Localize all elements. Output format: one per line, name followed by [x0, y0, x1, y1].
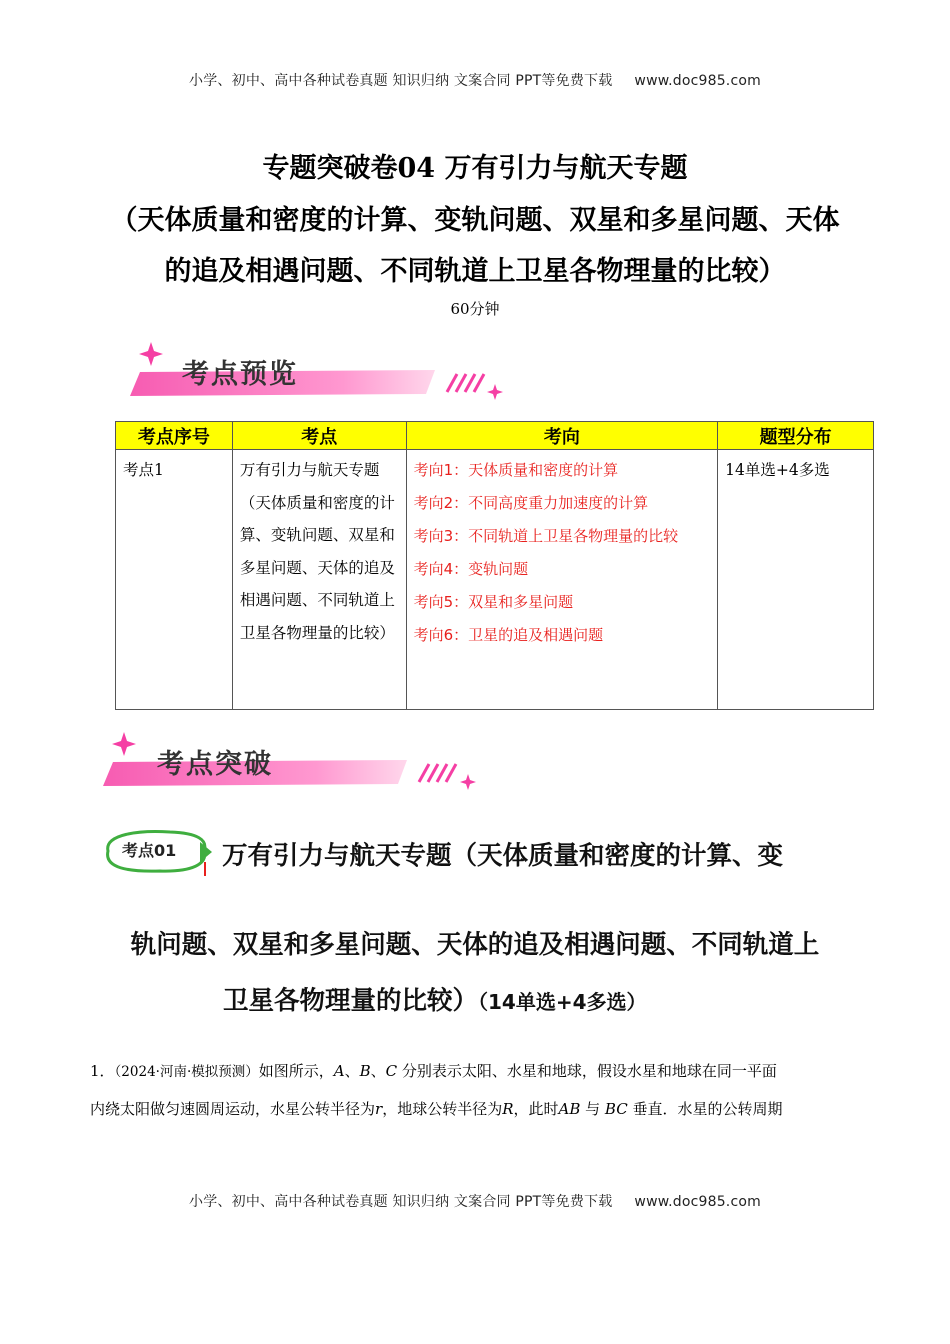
sparkle-icon	[460, 774, 476, 790]
question-text: 、	[344, 1062, 360, 1080]
cell-directions	[406, 450, 718, 710]
banner-breakthrough	[95, 728, 495, 803]
question-source: （2024·河南·模拟预测）	[114, 1064, 259, 1080]
section-badge	[100, 826, 212, 876]
section-title-main: 卫星各物理量的比较）	[223, 986, 479, 1016]
table-header-row	[116, 422, 874, 450]
title-line-3: 的追及相遇问题、不同轨道上卫星各物理量的比较）	[164, 256, 786, 287]
col-header-direction: 考向	[406, 422, 718, 450]
duration: 60分钟	[450, 300, 500, 318]
var-B: B	[359, 1062, 371, 1080]
preview-table	[115, 421, 874, 710]
var-AB: AB	[558, 1100, 581, 1118]
question-text: 垂直．水星的公转周期	[627, 1100, 783, 1118]
banner-preview-label: 考点预览	[182, 359, 298, 390]
question-text: 、	[370, 1062, 386, 1080]
col-header-index: 考点序号	[116, 422, 233, 450]
header-url[interactable]: www.doc985.com	[634, 73, 761, 89]
title-line-2: （天体质量和密度的计算、变轨问题、双星和多星问题、天体	[110, 205, 840, 236]
section-title-line-3	[223, 971, 823, 1031]
question-number: 1．	[90, 1062, 115, 1080]
sparkle-icon	[112, 732, 136, 756]
question-text: 分别表示太阳、水星和地球，假设水星和地球在同一平面	[397, 1062, 777, 1080]
var-R: R	[502, 1100, 514, 1118]
sparkle-icon	[139, 342, 163, 366]
direction-item: 考向2：不同高度重力加速度的计算	[413, 494, 649, 512]
question-text: 内绕太阳做匀速圆周运动，水星公转半径为	[90, 1100, 376, 1118]
cell-distribution: 14单选+4多选	[718, 450, 874, 710]
question-text: ，此时	[513, 1100, 559, 1118]
question-1-line-1	[90, 1055, 870, 1089]
banner-preview-shape	[120, 340, 520, 415]
banner-preview	[120, 340, 520, 415]
direction-item: 考向1：天体质量和密度的计算	[413, 461, 619, 479]
col-header-distribution: 题型分布	[718, 422, 874, 450]
question-text: ，地球公转半径为	[382, 1100, 503, 1118]
var-r: r	[375, 1100, 383, 1118]
direction-item: 考向3：不同轨道上卫星各物理量的比较	[413, 527, 679, 545]
direction-item: 考向5：双星和多星问题	[413, 593, 574, 611]
cell-index: 考点1	[116, 450, 233, 710]
col-header-topic: 考点	[232, 422, 406, 450]
section-title-line-1: 万有引力与航天专题（天体质量和密度的计算、变	[222, 841, 784, 871]
direction-item: 考向6：卫星的追及相遇问题	[413, 626, 604, 644]
direction-item: 考向4：变轨问题	[413, 560, 529, 578]
var-BC: BC	[604, 1100, 628, 1118]
page-header	[0, 70, 950, 90]
table-row	[116, 450, 874, 710]
var-C: C	[385, 1062, 398, 1080]
section-question-count: （14单选+4多选）	[478, 990, 647, 1014]
header-text: 小学、初中、高中各种试卷真题 知识归纳 文案合同 PPT等免费下载	[189, 73, 613, 89]
banner-breakthrough-label: 考点突破	[157, 749, 273, 780]
question-text: 与	[580, 1100, 605, 1118]
footer-url[interactable]: www.doc985.com	[634, 1194, 761, 1210]
section-title-line-2: 轨问题、双星和多星问题、天体的追及相遇问题、不同轨道上	[130, 930, 820, 960]
sparkle-icon	[487, 384, 503, 400]
question-1-line-2	[90, 1093, 870, 1126]
page-footer	[0, 1191, 950, 1211]
banner-breakthrough-shape	[95, 728, 495, 803]
cell-topic: 万有引力与航天专题（天体质量和密度的计算、变轨问题、双星和多星问题、天体的追及相遇问题、不同轨道上卫星各物理量的比较）	[232, 450, 406, 710]
var-A: A	[333, 1062, 345, 1080]
title-line-1: 专题突破卷04 万有引力与航天专题	[262, 153, 688, 184]
badge-label: 考点01	[122, 841, 177, 860]
footer-text: 小学、初中、高中各种试卷真题 知识归纳 文案合同 PPT等免费下载	[189, 1194, 613, 1210]
question-text: 如图所示，	[258, 1062, 334, 1080]
